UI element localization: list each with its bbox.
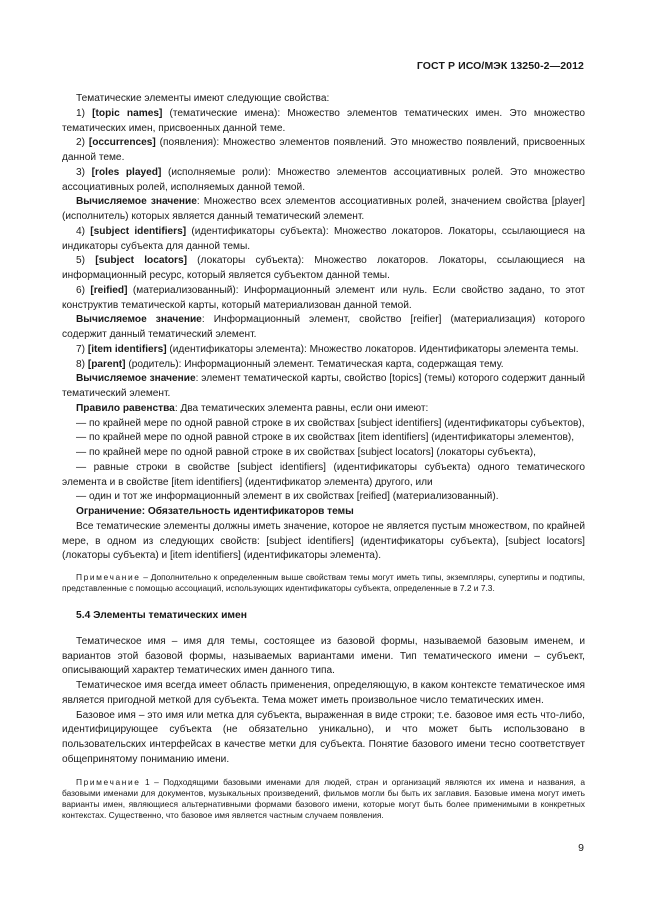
property-description: (материализованный): Информационный элемент или нуль. Если свойство задано, то этот конструктив тематической карты, который материализован данной темой.: [62, 284, 585, 311]
note-base-names: [62, 777, 585, 821]
computed-value-roles-played: [62, 195, 585, 225]
property-number: 4): [76, 225, 91, 237]
property-description: (локаторы субъекта): Множество локаторов. Локаторы, ссылающиеся на информационный ресурс, который является субъектом данной темы.: [62, 255, 585, 281]
property-key: [subject locators]: [95, 255, 187, 267]
property-description: (исполняемые роли): Множество элементов ассоциативных ролей. Это множество ассоциативных ролей, исполняемых данной темой.: [62, 166, 585, 193]
note-text: – Дополнительно к определенным выше свойствам темы могут иметь типы, экземпляры, супертипы и подтипы, представленные с помощью ассоциаций, использующих идентификаторы субъекта, определенные в 7.2 и 7.3.: [62, 572, 585, 594]
property-item-identifiers: [62, 343, 585, 358]
constraint-text: Все тематические элементы должны иметь значение, которое не является пустым множеством, по крайней мере, в одном из следующих свойств: [subject identifiers] (идентификаторы субъекта), [subject locators] (локаторы субъекта) и [item identifiers] (идентификаторы элемента).: [62, 520, 585, 562]
property-subject-identifiers: [62, 225, 585, 255]
computed-value-label: Вычисляемое значение: [76, 196, 197, 208]
property-number: 7): [76, 343, 88, 355]
property-subject-locators: [62, 254, 585, 284]
equality-condition: — по крайней мере по одной равной строке в их свойствах [subject identifiers] (идентификаторы субъектов),: [76, 417, 585, 429]
property-roles-played: [62, 166, 585, 196]
computed-value-text: : элемент тематической карты, свойство [topics] (темы) которого содержит данный тематический элемент.: [62, 373, 585, 399]
base-name-definition: Базовое имя – это имя или метка для субъекта, выраженная в виде строки; т.е. базовое имя есть что-либо, идентифицирующее субъекта (не обязательно уникально), и что может быть использовано в пользовательских интерфейсах в качестве метки для субъекта. Понятие базового имени тесно соответствует общепринятому пониманию имени.: [62, 709, 585, 765]
equality-condition: — один и тот же информационный элемент в их свойствах [reified] (материализованный).: [76, 491, 499, 503]
property-description: (появления): Множество элементов появлений. Это множество появлений, присвоенных данной теме.: [62, 137, 585, 163]
constraint-heading: [62, 505, 585, 520]
property-description: (тематические имена): Множество элементов тематических имен. Это множество тематических имен, присвоенных данной теме.: [62, 107, 585, 134]
computed-value-label: Вычисляемое значение: [76, 314, 202, 326]
section-heading: 5.4 Элементы тематических имен: [76, 610, 247, 622]
equality-rule: [62, 402, 585, 417]
property-description: (идентификаторы элемента): Множество локаторов. Идентификаторы элемента темы.: [166, 343, 579, 355]
property-key: [roles played]: [91, 166, 162, 178]
topic-name-scope: Тематическое имя всегда имеет область применения, определяющую, в каком контексте тематическое имя является пригодной меткой для субъекта. Тема может иметь произвольное число тематических имен.: [62, 680, 585, 706]
property-key: [parent]: [87, 358, 126, 370]
properties-intro: Тематические элементы имеют следующие свойства:: [76, 93, 330, 104]
property-key: [occurrences]: [88, 137, 156, 149]
computed-value-label: Вычисляемое значение: [76, 373, 196, 385]
property-topic-names: [62, 107, 585, 137]
computed-value-reified: [62, 313, 585, 343]
equality-condition: — по крайней мере по одной равной строке в их свойствах [item identifiers] (идентификаторы элементов),: [76, 432, 575, 444]
property-reified: [62, 284, 585, 314]
constraint-heading-text: Ограничение: Обязательность идентификаторов темы: [76, 506, 354, 517]
note-topic-types: [62, 572, 585, 594]
property-description: (родитель): Информационный элемент. Тематическая карта, содержащая тему.: [125, 358, 504, 370]
note-label: Примечание: [76, 572, 141, 582]
property-key: [item identifiers]: [87, 343, 167, 355]
page-number: 9: [578, 842, 584, 854]
equality-condition: — равные строки в свойстве [subject identifiers] (идентификаторы субъекта) одного тематического элемента и в свойстве [item identifiers] (идентификатор элемента) другого, или: [62, 461, 585, 488]
property-parent: [62, 358, 585, 373]
property-number: 3): [76, 166, 92, 178]
property-number: 2): [76, 137, 89, 149]
property-key: [reified]: [90, 284, 128, 296]
note-label: Примечание: [76, 776, 141, 787]
topic-name-definition: Тематическое имя – имя для темы, состоящее из базовой формы, называемой базовым именем, и вариантов этой базовой формы, называемых вариантами имени. Тип тематического имени – субъект, описывающий характер тематических имен данного типа.: [62, 635, 585, 677]
note-text: 1 – Подходящими базовыми именами для людей, стран и организаций являются их имена и названия, а базовыми именами для документов, музыкальных произведений, фильмов могли бы быть их заглавия. Базовые имена могут иметь варианты имен, являющиеся альтернативными формами базового имени, которые могут быть более применимыми в конкретных контекстах. Существенно, что базовое имя является частным случаем появления.: [62, 776, 585, 820]
property-number: 8): [76, 358, 88, 370]
property-key: [topic names]: [92, 107, 163, 119]
property-number: 6): [76, 284, 91, 296]
computed-value-text: : Множество всех элементов ассоциативных ролей, значением свойства [player] (исполнитель) которых является данный тематический элемент.: [62, 196, 585, 222]
equality-rule-label: Правило равенства: [76, 402, 175, 414]
document-code-header: ГОСТ Р ИСО/МЭК 13250-2—2012: [416, 60, 584, 72]
computed-value-parent: [62, 372, 585, 402]
property-number: 1): [76, 107, 93, 119]
page-body: [62, 92, 585, 821]
equality-condition: — по крайней мере по одной равной строке в их свойствах [subject locators] (локаторы субъекта),: [76, 447, 536, 458]
property-key: [subject identifiers]: [90, 225, 187, 237]
property-occurrences: [62, 136, 585, 166]
equality-rule-text: : Два тематических элемента равны, если они имеют:: [174, 402, 429, 414]
property-description: (идентификаторы субъекта): Множество локаторов. Локаторы, ссылающиеся на индикаторы субъекта для данной темы.: [62, 225, 586, 252]
property-number: 5): [76, 255, 96, 267]
computed-value-text: : Информационный элемент, свойство [reifier] (материализация) которого содержит данный тематический элемент.: [62, 314, 585, 340]
